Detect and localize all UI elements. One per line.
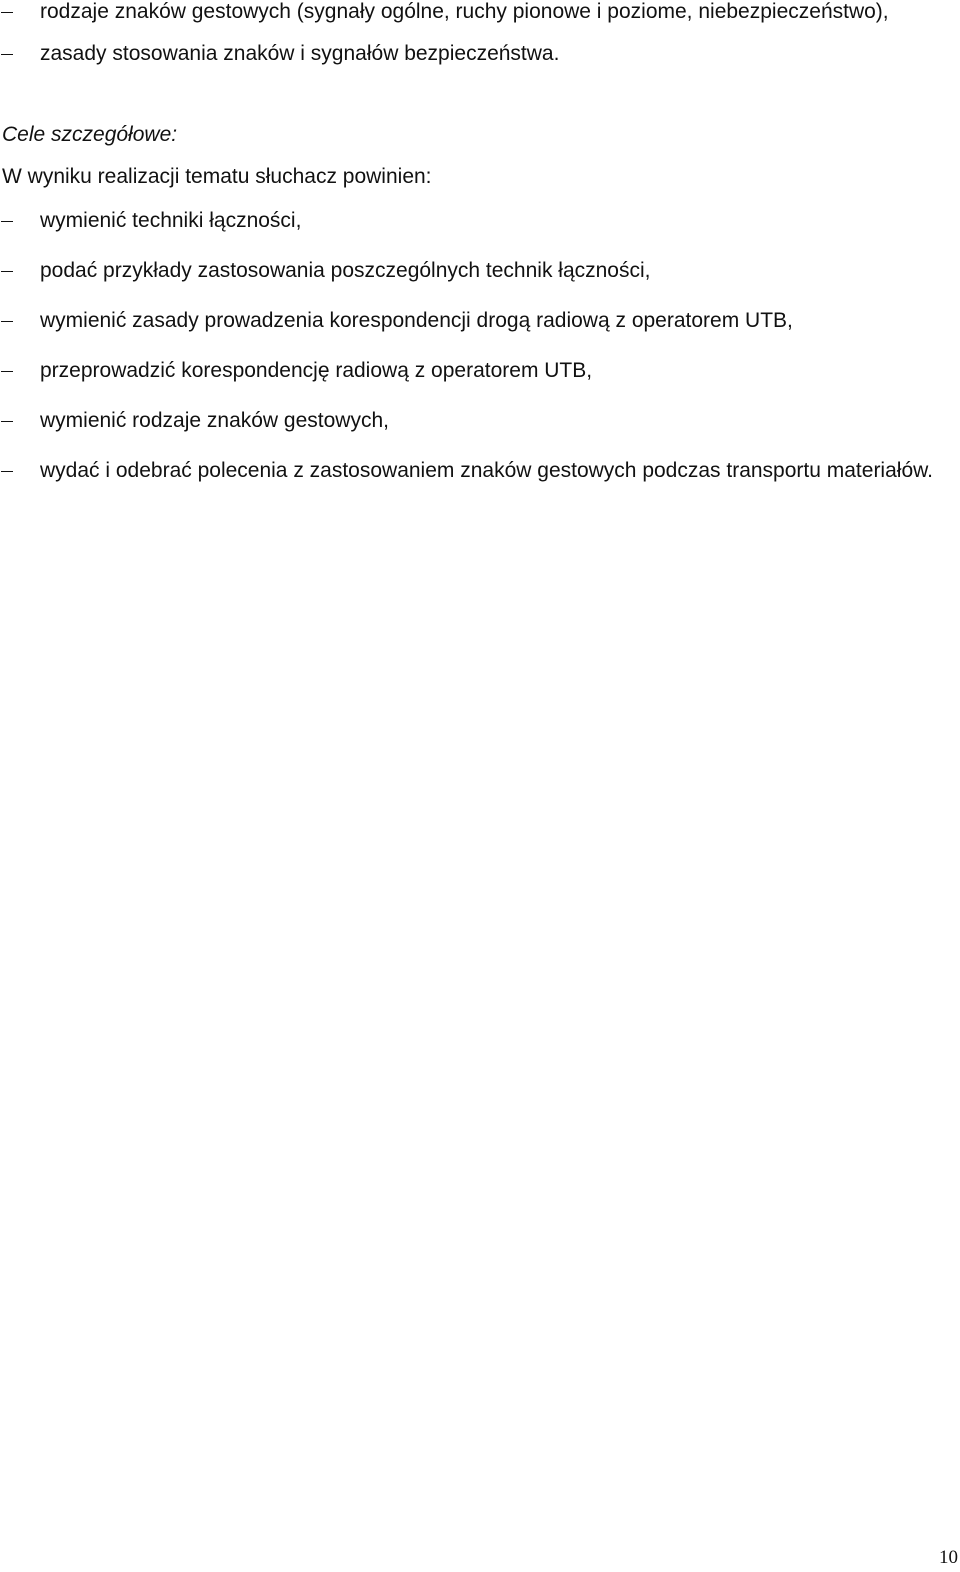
dash-bullet-icon: [0, 408, 14, 434]
dash-bullet-icon: [0, 208, 14, 234]
dash-bullet-icon: [0, 358, 14, 384]
list-item: [0, 0, 958, 33]
list-item: [0, 450, 958, 492]
list-item: [0, 358, 958, 384]
list-item-text: zasady stosowania znaków i sygnałów bezpieczeństwa.: [40, 42, 560, 65]
list-item-text: wymienić zasady prowadzenia korespondencji drogą radiową z operatorem UTB,: [40, 309, 793, 332]
section-intro: W wyniku realizacji tematu słuchacz powinien:: [2, 165, 432, 188]
section-heading: Cele szczegółowe:: [2, 123, 178, 146]
list-item: [0, 208, 958, 234]
top-list: [0, 0, 958, 75]
objectives-list: [0, 208, 958, 516]
list-item-text: wydać i odebrać polecenia z zastosowaniem znaków gestowych podczas transportu materiałów.: [40, 459, 933, 482]
dash-bullet-icon: [0, 450, 14, 492]
dash-bullet-icon: [0, 0, 14, 33]
list-item-text: rodzaje znaków gestowych (sygnały ogólne, ruchy pionowe i poziome, niebezpieczeństwo),: [40, 0, 889, 23]
page-number: 10: [939, 1547, 958, 1568]
list-item: [0, 33, 958, 75]
list-item-text: przeprowadzić korespondencję radiową z operatorem UTB,: [40, 359, 593, 382]
list-item: [0, 308, 958, 334]
dash-bullet-icon: [0, 308, 14, 334]
list-item-text: wymienić rodzaje znaków gestowych,: [40, 409, 389, 432]
list-item: [0, 408, 958, 434]
dash-bullet-icon: [0, 258, 14, 284]
dash-bullet-icon: [0, 33, 14, 75]
list-item: [0, 258, 958, 284]
list-item-text: podać przykłady zastosowania poszczególnych technik łączności,: [40, 259, 651, 282]
list-item-text: wymienić techniki łączności,: [40, 209, 302, 232]
